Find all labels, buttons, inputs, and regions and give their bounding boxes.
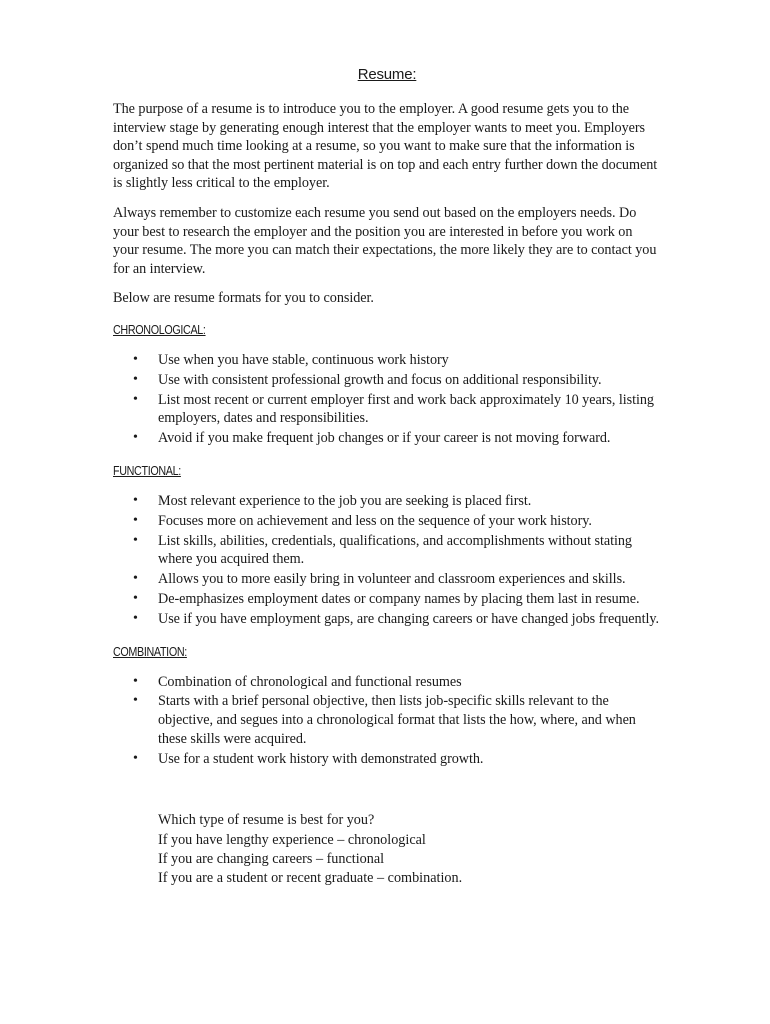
- list-item: [113, 492, 661, 511]
- list-item: [113, 750, 661, 769]
- bullet-icon: •: [133, 492, 138, 508]
- list-item: [113, 570, 661, 589]
- list-item: [113, 590, 661, 609]
- closing-question: Which type of resume is best for you?: [158, 812, 375, 829]
- list-item-text: Combination of chronological and functional resumes: [158, 673, 462, 690]
- list-item-text: De-emphasizes employment dates or company names by placing them last in resume.: [158, 590, 640, 607]
- list-item-text: List skills, abilities, credentials, qualifications, and accomplishments without stating where you acquired them.: [158, 532, 632, 568]
- intro-paragraph-2: Always remember to customize each resume you send out based on the employers needs. Do your best to research the employer and the position you are interested in before you work on your resume. The more you can match their expectations, the more likely they are to contact you for an interview.: [113, 204, 657, 277]
- list-item-text: List most recent or current employer first and work back approximately 10 years, listing employers, dates and responsibilities.: [158, 391, 654, 427]
- list-item-text: Allows you to more easily bring in volunteer and classroom experiences and skills.: [158, 571, 626, 588]
- chronological-list: [113, 351, 661, 448]
- document-page: [113, 66, 661, 888]
- list-item: [113, 673, 661, 692]
- bullet-icon: •: [133, 610, 138, 626]
- functional-list: [113, 492, 661, 629]
- closing-line-functional: If you are changing careers – functional: [158, 850, 385, 867]
- list-item: [113, 610, 661, 629]
- list-item-text: Use when you have stable, continuous work history: [158, 351, 449, 368]
- bullet-icon: •: [133, 590, 138, 606]
- list-item-text: Use if you have employment gaps, are changing careers or have changed jobs frequently.: [158, 610, 660, 627]
- bullet-icon: •: [133, 371, 138, 387]
- list-item: [113, 532, 661, 570]
- section-heading-combination: COMBINATION:: [113, 644, 187, 659]
- list-item: [113, 429, 661, 448]
- list-item: [113, 351, 661, 370]
- section-heading-functional: FUNCTIONAL:: [113, 463, 181, 478]
- closing-line-combination: If you are a student or recent graduate – combination.: [158, 870, 463, 887]
- closing-block: [113, 811, 661, 888]
- list-item-text: Focuses more on achievement and less on the sequence of your work history.: [158, 512, 592, 529]
- list-item: [113, 692, 661, 748]
- list-item-text: Most relevant experience to the job you are seeking is placed first.: [158, 492, 532, 509]
- list-item: [113, 391, 661, 429]
- closing-line-chronological: If you have lengthy experience – chronological: [158, 831, 426, 848]
- section-heading-chronological: CHRONOLOGICAL:: [113, 322, 206, 337]
- bullet-icon: •: [133, 750, 138, 766]
- list-item-text: Avoid if you make frequent job changes or if your career is not moving forward.: [158, 430, 611, 447]
- combination-list: [113, 673, 661, 769]
- list-item: [113, 512, 661, 531]
- bullet-icon: •: [133, 391, 138, 407]
- bullet-icon: •: [133, 512, 138, 528]
- list-item: [113, 371, 661, 390]
- bullet-icon: •: [133, 430, 138, 446]
- list-item-text: Use for a student work history with demonstrated growth.: [158, 750, 484, 767]
- bullet-icon: •: [133, 693, 138, 709]
- list-item-text: Starts with a brief personal objective, then lists job-specific skills relevant to the objective, and segues into a chronological format that lists the how, where, and when these skills were acquired.: [158, 693, 636, 747]
- bullet-icon: •: [133, 571, 138, 587]
- bullet-icon: •: [133, 351, 138, 367]
- page-title: Resume:: [357, 66, 417, 83]
- bullet-icon: •: [133, 532, 138, 548]
- bullet-icon: •: [133, 673, 138, 689]
- intro-paragraph-3: Below are resume formats for you to consider.: [113, 290, 374, 307]
- list-item-text: Use with consistent professional growth and focus on additional responsibility.: [158, 371, 602, 388]
- intro-paragraph-1: The purpose of a resume is to introduce you to the employer. A good resume gets you to the interview stage by generating enough interest that the employer wants to meet you. Employers don’t spend much time looking at a resume, so you want to make sure that the information is organized so that the most pertinent material is on top and each entry further down the document is slightly less critical to the employer.: [113, 101, 658, 192]
